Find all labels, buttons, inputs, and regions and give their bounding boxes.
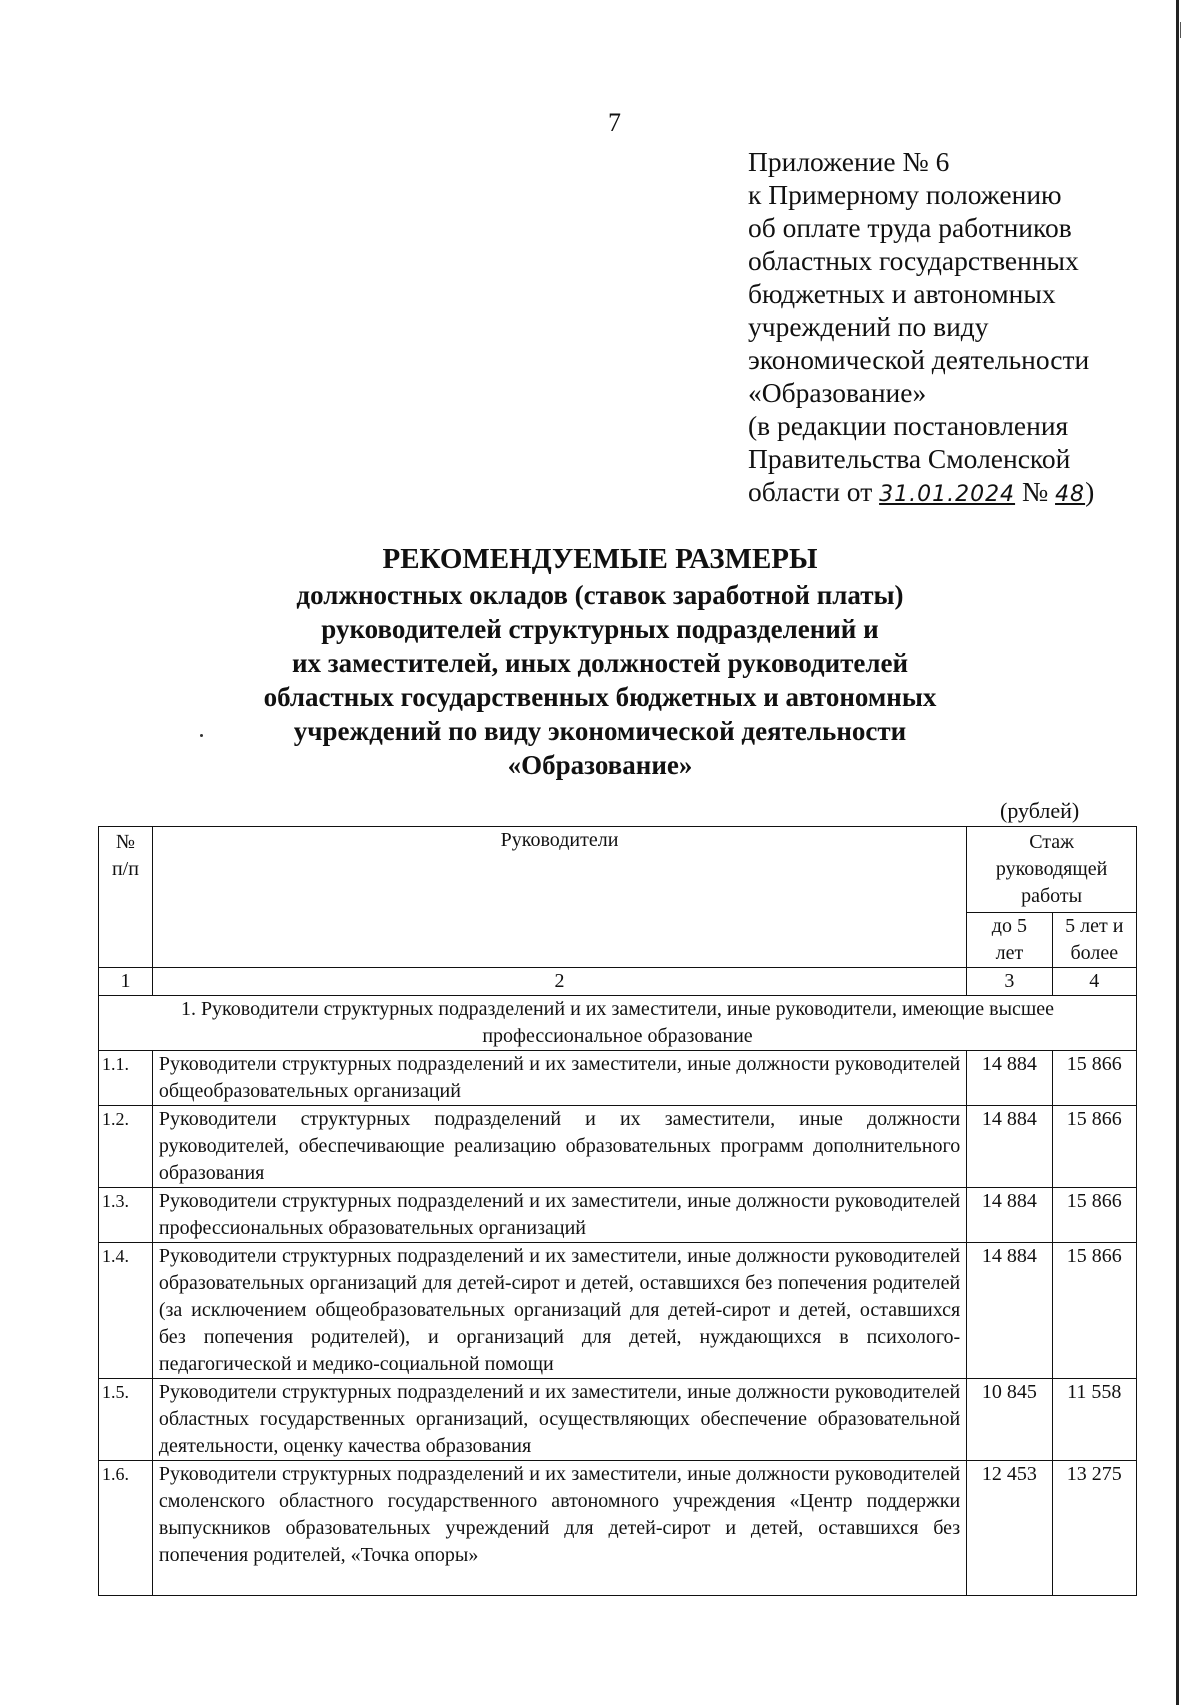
table-row bbox=[99, 1461, 1137, 1596]
row-value-5-plus: 11 558 bbox=[1052, 1379, 1136, 1461]
row-value-5-plus: 13 275 bbox=[1052, 1461, 1136, 1596]
appendix-line: об оплате труда работников bbox=[748, 212, 1072, 243]
header-up-to-5: до 5 лет bbox=[967, 913, 1052, 968]
row-number: 1.1. bbox=[99, 1051, 153, 1106]
row-number: 1.6. bbox=[99, 1461, 153, 1596]
appendix-line: Приложение № 6 bbox=[748, 146, 950, 177]
row-value-5-plus: 15 866 bbox=[1052, 1243, 1136, 1379]
row-number: 1.5. bbox=[99, 1379, 153, 1461]
handwritten-date: 31.01.2024 bbox=[879, 482, 1016, 507]
row-value-up-to-5: 14 884 bbox=[967, 1051, 1052, 1106]
header-5-plus: 5 лет и более bbox=[1052, 913, 1136, 968]
column-number: 3 bbox=[967, 968, 1052, 996]
document-title bbox=[150, 540, 1050, 782]
title-line: областных государственных бюджетных и автономных bbox=[263, 682, 937, 712]
unit-label: (рублей) bbox=[1000, 798, 1080, 823]
appendix-line: «Образование» bbox=[748, 377, 927, 408]
table-row bbox=[99, 1106, 1137, 1188]
title-line: учреждений по виду экономической деятельности bbox=[293, 716, 907, 746]
appendix-date-prefix: области от bbox=[748, 476, 873, 507]
table-row bbox=[99, 1188, 1137, 1243]
appendix-line: Правительства Смоленской bbox=[748, 443, 1071, 474]
appendix-line: областных государственных bbox=[748, 245, 1079, 276]
row-number: 1.4. bbox=[99, 1243, 153, 1379]
scan-edge-line bbox=[1176, 0, 1179, 1705]
row-text: Руководители структурных подразделений и их заместители, иные должности руководителей смоленского областного государственного автономного учреждения «Центр поддержки выпускников образовательных учреждений для детей-сирот и детей, оставшихся без попечения родителей, «Точка опоры» bbox=[152, 1461, 966, 1596]
column-number: 4 bbox=[1052, 968, 1136, 996]
title-line: руководителей структурных подразделений и bbox=[321, 614, 879, 644]
row-text: Руководители структурных подразделений и их заместители, иные должности руководителей общеобразовательных организаций bbox=[152, 1051, 966, 1106]
row-number: 1.2. bbox=[99, 1106, 153, 1188]
salary-table bbox=[98, 826, 1137, 1596]
appendix-header bbox=[748, 145, 1168, 511]
row-text: Руководители структурных подразделений и их заместители, иные должности руководителей, обеспечивающие реализацию образовательных программ дополнительного образования bbox=[152, 1106, 966, 1188]
row-value-up-to-5: 12 453 bbox=[967, 1461, 1052, 1596]
section-title: 1. Руководители структурных подразделений и их заместители, иные руководители, имеющие высшее профессиональное образование bbox=[99, 996, 1137, 1051]
row-text: Руководители структурных подразделений и их заместители, иные должности руководителей областных государственных организаций, осуществляющих обеспечение образовательной деятельности, оценку качества образования bbox=[152, 1379, 966, 1461]
column-number: 1 bbox=[99, 968, 153, 996]
header-leaders: Руководители bbox=[152, 827, 966, 968]
title-line: должностных окладов (ставок заработной платы) bbox=[296, 580, 904, 610]
row-value-5-plus: 15 866 bbox=[1052, 1106, 1136, 1188]
row-value-5-plus: 15 866 bbox=[1052, 1051, 1136, 1106]
number-sign: № bbox=[1021, 476, 1049, 507]
section-row bbox=[99, 996, 1137, 1051]
appendix-line: (в редакции постановления bbox=[748, 410, 1069, 441]
row-value-5-plus: 15 866 bbox=[1052, 1188, 1136, 1243]
row-value-up-to-5: 10 845 bbox=[967, 1379, 1052, 1461]
appendix-line: экономической деятельности bbox=[748, 344, 1090, 375]
title-line: их заместителей, иных должностей руководителей bbox=[291, 648, 909, 678]
column-numbers-row bbox=[99, 968, 1137, 996]
appendix-line: бюджетных и автономных bbox=[748, 278, 1056, 309]
title-main: РЕКОМЕНДУЕМЫЕ РАЗМЕРЫ bbox=[382, 543, 818, 575]
row-number: 1.3. bbox=[99, 1188, 153, 1243]
row-value-up-to-5: 14 884 bbox=[967, 1188, 1052, 1243]
title-line: «Образование» bbox=[507, 750, 693, 780]
row-value-up-to-5: 14 884 bbox=[967, 1106, 1052, 1188]
page-number: 7 bbox=[608, 108, 621, 137]
column-number: 2 bbox=[152, 968, 966, 996]
row-value-up-to-5: 14 884 bbox=[967, 1243, 1052, 1379]
table-header-row bbox=[99, 827, 1137, 913]
row-text: Руководители структурных подразделений и их заместители, иные должности руководителей образовательных организаций для детей-сирот и детей, оставшихся без попечения родителей (за исключением общеобразовательных организаций для детей-сирот и детей, оставшихся без попечения родителей), и организаций для детей, нуждающихся в психолого-педагогической и медико-социальной помощи bbox=[152, 1243, 966, 1379]
table-row bbox=[99, 1243, 1137, 1379]
appendix-date-line bbox=[748, 475, 1168, 511]
table-row bbox=[99, 1379, 1137, 1461]
header-num: № п/п bbox=[99, 827, 153, 968]
appendix-line: к Примерному положению bbox=[748, 179, 1062, 210]
scan-edge-mark bbox=[1180, 22, 1181, 38]
row-text: Руководители структурных подразделений и их заместители, иные должности руководителей профессиональных образовательных организаций bbox=[152, 1188, 966, 1243]
table-row bbox=[99, 1051, 1137, 1106]
header-experience: Стаж руководящей работы bbox=[967, 827, 1137, 913]
appendix-line: учреждений по виду bbox=[748, 311, 989, 342]
closing-paren: ) bbox=[1085, 476, 1095, 507]
handwritten-number: 48 bbox=[1055, 482, 1086, 507]
